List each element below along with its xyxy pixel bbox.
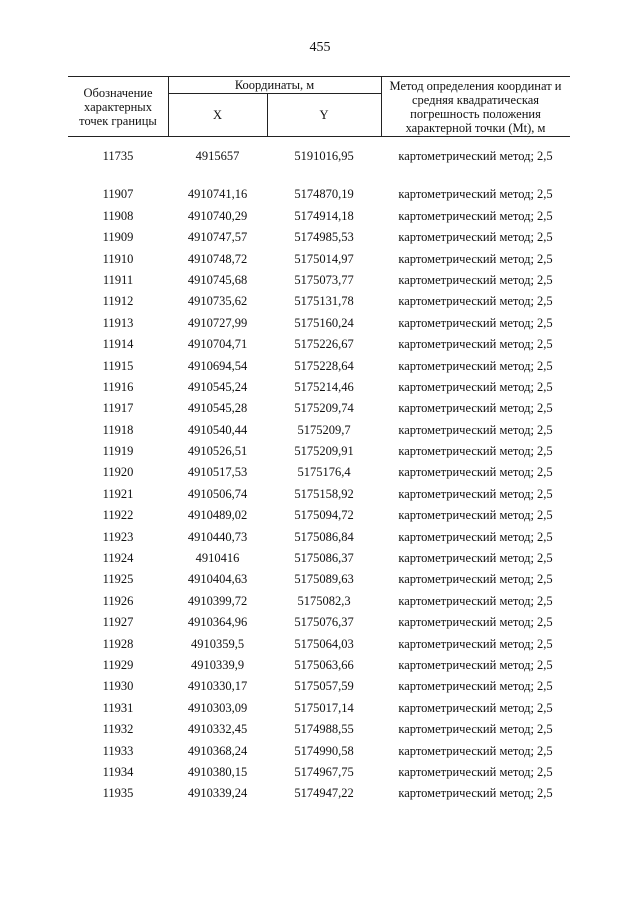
point-id: 11927 — [102, 615, 134, 630]
point-id: 11913 — [102, 315, 134, 330]
table-row — [68, 398, 570, 419]
point-id: 11915 — [102, 358, 134, 373]
point-id: 11908 — [102, 208, 134, 223]
coord-y: 5175076,37 — [294, 615, 354, 630]
header-bottom-rule — [68, 136, 570, 137]
table-row — [68, 676, 570, 697]
coord-y: 5175063,66 — [294, 657, 354, 672]
table-row — [68, 505, 570, 526]
point-id: 11920 — [102, 465, 134, 480]
coord-x: 4910399,72 — [187, 593, 248, 608]
method: картометрический метод; 2,5 — [398, 337, 553, 352]
coord-y: 5175160,24 — [294, 315, 354, 330]
coord-x: 4910545,24 — [187, 379, 248, 394]
coord-x: 4910303,09 — [187, 700, 248, 715]
header-x: X — [212, 108, 223, 122]
page-number: 455 — [309, 40, 331, 55]
method: картометрический метод; 2,5 — [398, 230, 553, 245]
point-id: 11907 — [102, 187, 134, 202]
coord-y: 5175094,72 — [294, 508, 354, 523]
method: картометрический метод; 2,5 — [398, 636, 553, 651]
method: картометрический метод; 2,5 — [398, 615, 553, 630]
method: картометрический метод; 2,5 — [398, 358, 553, 373]
coord-y: 5174947,22 — [294, 786, 354, 801]
point-id: 11918 — [102, 422, 134, 437]
method: картометрический метод; 2,5 — [398, 251, 553, 266]
coord-y: 5174990,58 — [294, 743, 354, 758]
coord-x: 4915657 — [195, 149, 240, 163]
coord-y: 5175073,77 — [294, 272, 354, 287]
method: картометрический метод; 2,5 — [398, 444, 553, 459]
method: картометрический метод; 2,5 — [398, 551, 553, 566]
table-row — [68, 291, 570, 312]
point-id: 11910 — [102, 251, 134, 266]
coord-y: 5174914,18 — [294, 208, 354, 223]
point-id: 11909 — [102, 230, 134, 245]
point-id: 11928 — [102, 636, 134, 651]
coord-y: 5175214,46 — [294, 379, 354, 394]
method: картометрический метод; 2,5 — [398, 572, 553, 587]
method: картометрический метод; 2,5 — [398, 764, 553, 779]
coord-y: 5175228,64 — [294, 358, 354, 373]
point-id: 11917 — [102, 401, 134, 416]
coord-y: 5175014,97 — [294, 251, 354, 266]
coord-y: 5175209,74 — [294, 401, 354, 416]
coord-y: 5175086,37 — [294, 551, 354, 566]
point-id: 11914 — [102, 337, 134, 352]
table-row — [68, 548, 570, 569]
method: картометрический метод; 2,5 — [398, 679, 553, 694]
table-row — [68, 313, 570, 334]
table-row — [68, 634, 570, 655]
coord-x: 4910735,62 — [187, 294, 248, 309]
coord-x: 4910747,57 — [187, 230, 248, 245]
coord-y: 5175209,7 — [297, 422, 351, 437]
coord-x: 4910748,72 — [187, 251, 248, 266]
point-id: 11932 — [102, 722, 134, 737]
method: картометрический метод; 2,5 — [398, 208, 553, 223]
coord-x: 4910416 — [195, 551, 240, 566]
method: картометрический метод; 2,5 — [398, 465, 553, 480]
coord-x: 4910339,24 — [187, 786, 248, 801]
table-header — [68, 76, 570, 137]
table-row — [68, 146, 570, 167]
table-row — [68, 420, 570, 441]
method: картометрический метод; 2,5 — [398, 401, 553, 416]
table-row — [68, 762, 570, 783]
coord-y: 5174967,75 — [294, 764, 354, 779]
coord-y: 5175176,4 — [297, 465, 351, 480]
table-row — [68, 462, 570, 483]
table-row — [68, 206, 570, 227]
method: картометрический метод; 2,5 — [398, 315, 553, 330]
table-row — [68, 655, 570, 676]
coord-x: 4910368,24 — [187, 743, 248, 758]
table-row — [68, 377, 570, 398]
header-coordinates: Координаты, м — [234, 77, 315, 92]
coord-y: 5174870,19 — [294, 187, 354, 202]
table-row — [68, 441, 570, 462]
method: картометрический метод; 2,5 — [398, 529, 553, 544]
point-id: 11933 — [102, 743, 134, 758]
table-row — [68, 783, 570, 804]
point-id: 11922 — [102, 508, 134, 523]
coord-y: 5175064,03 — [294, 636, 354, 651]
coord-x: 4910741,16 — [187, 187, 248, 202]
table-row — [68, 249, 570, 270]
point-id: 11923 — [102, 529, 134, 544]
coord-y: 5191016,95 — [294, 149, 354, 163]
point-id: 11919 — [102, 444, 134, 459]
method: картометрический метод; 2,5 — [398, 593, 553, 608]
coord-y: 5175086,84 — [294, 529, 354, 544]
method: картометрический метод; 2,5 — [398, 508, 553, 523]
method: картометрический метод; 2,5 — [398, 187, 553, 202]
coord-x: 4910526,51 — [187, 444, 248, 459]
method: картометрический метод; 2,5 — [398, 294, 553, 309]
point-id: 11931 — [102, 700, 134, 715]
table-row — [68, 741, 570, 762]
table-row — [68, 527, 570, 548]
coord-x: 4910745,68 — [187, 272, 248, 287]
method: картометрический метод; 2,5 — [398, 743, 553, 758]
table-row — [68, 356, 570, 377]
point-id: 11935 — [102, 786, 134, 801]
coord-y: 5175017,14 — [294, 700, 354, 715]
coord-y: 5175057,59 — [294, 679, 354, 694]
coord-y: 5175209,91 — [294, 444, 354, 459]
table-row — [68, 591, 570, 612]
point-id: 11926 — [102, 593, 134, 608]
point-id: 11735 — [102, 149, 134, 163]
coord-y: 5175082,3 — [297, 593, 351, 608]
table-body — [68, 146, 570, 805]
coord-x: 4910506,74 — [187, 486, 248, 501]
table-row — [68, 184, 570, 205]
coord-x: 4910364,96 — [187, 615, 248, 630]
method: картометрический метод; 2,5 — [398, 272, 553, 287]
coord-y: 5174988,55 — [294, 722, 354, 737]
point-id: 11934 — [102, 764, 134, 779]
coord-x: 4910359,5 — [190, 636, 245, 651]
method: картометрический метод; 2,5 — [398, 722, 553, 737]
point-id: 11924 — [102, 551, 134, 566]
point-id: 11916 — [102, 379, 134, 394]
table-row — [68, 227, 570, 248]
table-row — [68, 484, 570, 505]
coord-x: 4910727,99 — [187, 315, 248, 330]
coord-x: 4910740,29 — [187, 208, 248, 223]
coord-y: 5175226,67 — [294, 337, 354, 352]
coord-x: 4910517,53 — [187, 465, 248, 480]
coord-x: 4910404,63 — [187, 572, 248, 587]
method: картометрический метод; 2,5 — [398, 486, 553, 501]
table-row — [68, 698, 570, 719]
point-id: 11925 — [102, 572, 134, 587]
point-id: 11921 — [102, 486, 134, 501]
table-row — [68, 270, 570, 291]
coord-x: 4910380,15 — [187, 764, 248, 779]
coord-x: 4910704,71 — [187, 337, 248, 352]
method: картометрический метод; 2,5 — [398, 786, 553, 801]
method: картометрический метод; 2,5 — [398, 657, 553, 672]
coord-y: 5175158,92 — [294, 486, 354, 501]
header-designation: Обозначение характерных точек границы — [79, 85, 157, 128]
method: картометрический метод; 2,5 — [398, 422, 553, 437]
header-method: Метод определения координат и средняя квадратическая погрешность положения характерной точки (Mt), м — [389, 78, 562, 135]
point-id: 11929 — [102, 657, 134, 672]
table-row — [68, 612, 570, 633]
table-row — [68, 334, 570, 355]
table-row — [68, 569, 570, 590]
point-id: 11911 — [102, 272, 134, 287]
coord-x: 4910339,9 — [190, 657, 245, 672]
point-id: 11912 — [102, 294, 134, 309]
coord-x: 4910489,02 — [187, 508, 248, 523]
coord-y: 5174985,53 — [294, 230, 354, 245]
coord-x: 4910330,17 — [187, 679, 248, 694]
header-y: Y — [319, 108, 329, 122]
coord-x: 4910440,73 — [187, 529, 248, 544]
point-id: 11930 — [102, 679, 134, 694]
method: картометрический метод; 2,5 — [398, 379, 553, 394]
coord-x: 4910694,54 — [187, 358, 248, 373]
coord-y: 5175131,78 — [294, 294, 354, 309]
coord-x: 4910545,28 — [187, 401, 248, 416]
method: картометрический метод; 2,5 — [398, 700, 553, 715]
coord-x: 4910332,45 — [187, 722, 248, 737]
method: картометрический метод; 2,5 — [398, 149, 553, 163]
coord-x: 4910540,44 — [187, 422, 248, 437]
coord-y: 5175089,63 — [294, 572, 354, 587]
table-row — [68, 719, 570, 740]
